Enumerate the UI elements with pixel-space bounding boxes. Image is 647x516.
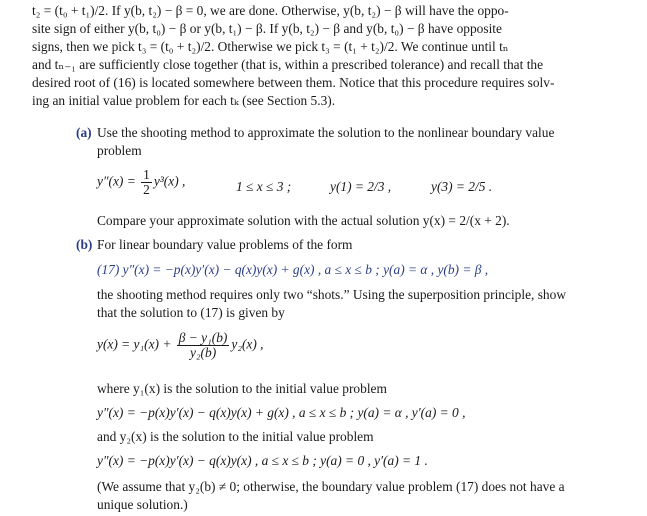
part-a-eq-rhs: y³(x) , bbox=[153, 173, 186, 189]
part-a-text-2: problem bbox=[97, 143, 142, 158]
solution-numerator: β − y₁(b) bbox=[178, 330, 228, 345]
solution-lhs: y(x) = y₁(x) + bbox=[97, 336, 172, 352]
part-a-compare: Compare your approximate solution with the actual solution y(x) = 2/(x + 2). bbox=[97, 213, 510, 228]
part-a-text-1: Use the shooting method to approximate the solution to the nonlinear boundary value bbox=[97, 125, 555, 140]
where-y2: and y₂(x) is the solution to the initial value problem bbox=[97, 429, 374, 444]
fraction-numerator: 1 bbox=[143, 167, 150, 182]
part-a-equation bbox=[97, 168, 185, 197]
part-b-label: (b) bbox=[76, 237, 93, 252]
intro-line-5: desired root of (16) is located somewhere between them. Notice that this procedure requires solv- bbox=[32, 75, 555, 90]
part-b-text-3: that the solution to (17) is given by bbox=[97, 305, 285, 320]
part-a-eq-lhs: y″(x) = bbox=[97, 173, 136, 189]
part-a-label: (a) bbox=[76, 125, 92, 140]
intro-line-3: signs, then we pick t₃ = (t₀ + t₂)/2. Otherwise we pick t₃ = (t₁ + t₂)/2. We continue until tₙ bbox=[32, 39, 509, 54]
note-line-2: unique solution.) bbox=[97, 497, 188, 512]
ivp-1: y″(x) = −p(x)y′(x) − q(x)y(x) + g(x) , a ≤ x ≤ b ; y(a) = α , y′(a) = 0 , bbox=[97, 405, 466, 420]
solution-rhs: y₂(x) , bbox=[231, 336, 264, 352]
part-a-eq-range: 1 ≤ x ≤ 3 ; bbox=[236, 179, 292, 194]
part-a-eq-fraction bbox=[141, 168, 152, 197]
note-line-1: (We assume that y₂(b) ≠ 0; otherwise, the boundary value problem (17) does not have a bbox=[97, 479, 565, 494]
intro-line-2: site sign of either y(b, t₀) − β or y(b, t₁) − β. If y(b, t₂) − β and y(b, t₀) − β have opposite bbox=[32, 21, 502, 36]
where-y1: where y₁(x) is the solution to the initial value problem bbox=[97, 381, 387, 396]
intro-line-1: t₂ = (t₀ + t₁)/2. If y(b, t₂) − β = 0, we are done. Otherwise, y(b, t₂) − β will have the oppo- bbox=[32, 3, 509, 18]
part-a-eq-bc2: y(3) = 2/5 . bbox=[431, 179, 493, 194]
part-a-eq-bc1: y(1) = 2/3 , bbox=[330, 179, 392, 194]
ivp-2: y″(x) = −p(x)y′(x) − q(x)y(x) , a ≤ x ≤ b ; y(a) = 0 , y′(a) = 1 . bbox=[97, 453, 428, 468]
intro-line-4: and tₙ₋₁ are sufficiently close together (that is, within a prescribed tolerance) and recall that the bbox=[32, 57, 544, 72]
intro-line-6: ing an initial value problem for each tₖ (see Section 5.3). bbox=[32, 93, 336, 108]
superposition-solution bbox=[97, 331, 264, 360]
part-b-text-1: For linear boundary value problems of the form bbox=[97, 237, 353, 252]
solution-denominator: y₂(b) bbox=[189, 345, 217, 360]
equation-17: (17) y″(x) = −p(x)y′(x) − q(x)y(x) + g(x) , a ≤ x ≤ b ; y(a) = α , y(b) = β , bbox=[97, 262, 489, 277]
solution-fraction bbox=[177, 331, 230, 360]
part-b-text-2: the shooting method requires only two “shots.” Using the superposition principle, show bbox=[97, 287, 566, 302]
fraction-denominator: 2 bbox=[143, 182, 150, 197]
